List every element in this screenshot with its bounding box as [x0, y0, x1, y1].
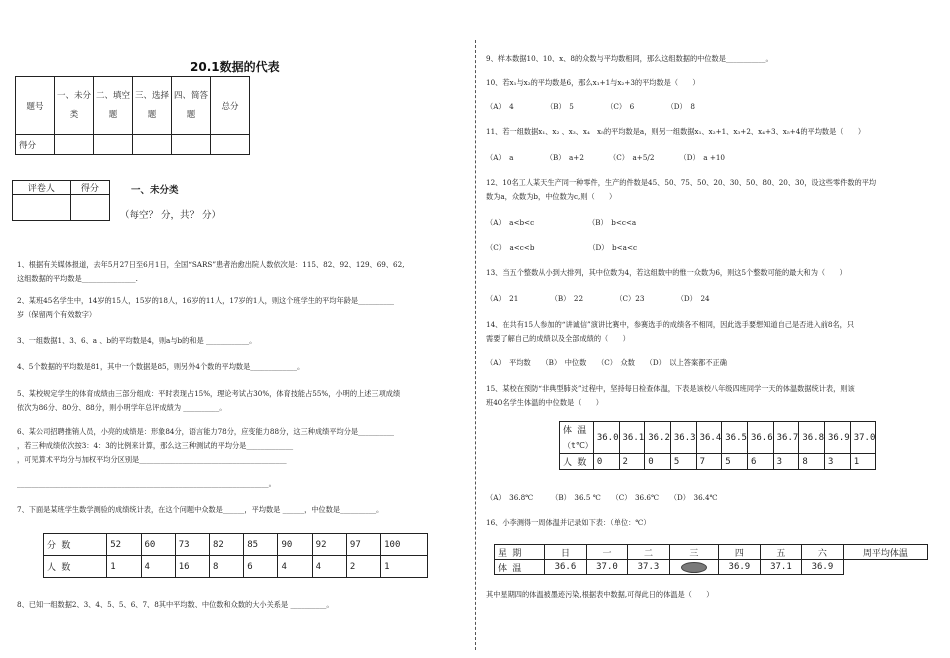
answer-options: （A） 36.8℃ （B） 36.5 ℃ （C） 36.6℃ （D） 36.4℃ — [486, 493, 718, 502]
section-heading: 一、未分类 — [131, 185, 179, 196]
score-cell[interactable] — [172, 135, 211, 155]
section-note: （每空？ 分，共？ 分） — [120, 210, 222, 221]
q16-header: 星 期 — [495, 545, 545, 560]
question-text: 其中星期四的体温被墨迹污染,根据表中数据,可得此日的体温是（ ） — [486, 590, 714, 599]
q7-cell: 92 — [312, 534, 346, 556]
question-text: 4、5个数据的平均数是81，其中一个数据是85，则另外4个数的平均数是_____________。 — [17, 362, 305, 371]
ink-blot-icon — [681, 562, 707, 573]
q16-header: 一 — [586, 545, 628, 560]
question-text: 依次为86分、80分、88分，则小明学年总评成绩为 __________。 — [17, 403, 227, 412]
q15-temp: 36.5 — [722, 422, 748, 454]
q7-cell: 60 — [141, 534, 175, 556]
question-text: ______________________________________________________________________。 — [17, 479, 276, 488]
answer-options: （A） 平均数 （B） 中位数 （C） 众数 （D） 以上答案都不正确 — [486, 358, 727, 367]
q7-cell: 16 — [175, 556, 209, 578]
q16-header: 三 — [669, 545, 718, 560]
score-header: 总分 — [211, 77, 250, 135]
answer-options: （A） 21 （B） 22 （C）23 （D） 24 — [486, 294, 710, 303]
question-text: 数为a，众数为b，中位数为c,则（ ） — [486, 192, 617, 201]
answer-options: （C） a<c<b （D） b<a<c — [486, 243, 638, 252]
q15-count: 3 — [773, 454, 799, 470]
q16-header: 六 — [802, 545, 844, 560]
score-header: 题号 — [16, 77, 55, 135]
question-text: 2、某班45名学生中，14岁的15人，15岁的18人，16岁的11人，17岁的1人，则这个班学生的平均年龄是__________ — [17, 296, 395, 305]
q7-cell: 6 — [244, 556, 278, 578]
score-header: 二、填空题 — [94, 77, 133, 135]
score-cell[interactable] — [94, 135, 133, 155]
q7-cell: 1 — [381, 556, 428, 578]
q15-temp: 36.2 — [645, 422, 671, 454]
q7-cell: 8 — [209, 556, 243, 578]
q16-header: 日 — [545, 545, 587, 560]
q16-weekly-temperature-table — [494, 544, 928, 575]
q7-cell: 4 — [141, 556, 175, 578]
q15-temp: 36.9 — [825, 422, 851, 454]
question-text: 10、若x₁与x₂的平均数是6，那么x₁+1与x₂+3的平均数是（ ） — [486, 78, 700, 87]
q7-cell: 52 — [107, 534, 141, 556]
q7-cell: 90 — [278, 534, 312, 556]
question-text: ，若三种成绩依次按3：4：3的比例来计算，那么这三种测试的平均分是_____________ — [17, 441, 294, 450]
q7-cell: 73 — [175, 534, 209, 556]
question-text: 这组数据的平均数是_______________. — [17, 274, 138, 283]
question-text: 15、某校在预防“非典型肺炎”过程中，坚持每日检查体温，下表是该校八年级四班同学一天的体温数据统计表，则该 — [486, 384, 855, 393]
q7-cell: 2 — [346, 556, 380, 578]
grader-cell[interactable] — [70, 195, 109, 221]
question-text: 需要了解自己的成绩以及全部成绩的（ ） — [486, 334, 630, 343]
q7-cell: 人 数 — [44, 556, 107, 578]
q15-temp: 37.0 — [850, 422, 876, 454]
q15-header: 体 温 — [560, 422, 594, 438]
question-text: 9、样本数据10、10、x、8的众数与平均数相同，那么这组数据的中位数是___________。 — [486, 54, 773, 63]
q15-temp: 36.7 — [773, 422, 799, 454]
question-text: 13、当五个整数从小到大排列，其中位数为4，若这组数中的惟一众数为6，则这5个整数可能的最大和为（ ） — [486, 268, 847, 277]
q7-cell: 1 — [107, 556, 141, 578]
question-text: 1、根据有关媒体报道，去年5月27日至6月1日，全国“SARS”患者治愈出院人数依次是：115、82、92、129、69、62, — [17, 260, 405, 269]
column-divider — [475, 40, 476, 650]
q16-cell: 36.6 — [545, 560, 587, 575]
q15-count: 5 — [722, 454, 748, 470]
q7-cell: 82 — [209, 534, 243, 556]
grader-header: 得分 — [70, 181, 109, 195]
q16-cell: 36.9 — [719, 560, 761, 575]
score-row-label: 得分 — [16, 135, 55, 155]
q16-cell: 37.3 — [628, 560, 670, 575]
score-cell[interactable] — [211, 135, 250, 155]
q15-count: 7 — [696, 454, 722, 470]
q15-temp: 36.8 — [799, 422, 825, 454]
question-text: 7、下面是某班学生数学测验的成绩统计表，在这个问题中众数是______，平均数是 ______，中位数是__________。 — [17, 505, 384, 514]
q15-count: 6 — [747, 454, 773, 470]
q16-cell: 37.0 — [586, 560, 628, 575]
q7-cell: 85 — [244, 534, 278, 556]
q15-count: 5 — [670, 454, 696, 470]
q15-count: 1 — [850, 454, 876, 470]
q15-temp: 36.1 — [619, 422, 645, 454]
grader-cell[interactable] — [13, 195, 71, 221]
question-text: 5、某校规定学生的体育成绩由三部分组成：平时表现占15%，理论考试占30%，体育技能占55%，小明的上述三项成绩 — [17, 389, 401, 398]
question-text: 班40名学生体温的中位数是（ ） — [486, 398, 603, 407]
q15-temp: 36.3 — [670, 422, 696, 454]
question-text: 16、小李测得一周体温并记录如下表：（单位：℃） — [486, 518, 651, 527]
score-table — [15, 76, 250, 155]
score-cell[interactable] — [133, 135, 172, 155]
q15-count: 2 — [619, 454, 645, 470]
q16-header: 五 — [760, 545, 802, 560]
grader-header: 评卷人 — [13, 181, 71, 195]
q15-temperature-table — [559, 421, 876, 470]
q16-cell: 36.9 — [802, 560, 844, 575]
q7-cell: 100 — [381, 534, 428, 556]
question-text: 14、在共有15人参加的“讲诚信”演讲比赛中，参赛选手的成绩各不相同，因此选手要想知道自己是否进入前8名，只 — [486, 320, 855, 329]
score-cell[interactable] — [55, 135, 94, 155]
q7-score-table — [43, 533, 428, 578]
question-text: 6、某公司招聘推销人员，小亮的成绩是：形象84分，语言能力78分，应变能力88分，这三种成绩平均分是__________ — [17, 427, 395, 436]
q16-row-label: 体 温 — [495, 560, 545, 575]
question-text: 12、10名工人某天生产同一种零件，生产的件数是45、50、75、50、20、30、50、80、20、30，设这些零件数的平均 — [486, 178, 877, 187]
answer-options: （A） a （B） a+2 （C） a+5/2 （D） a +10 — [486, 153, 726, 162]
q7-cell: 4 — [278, 556, 312, 578]
question-text: 11、若一组数据x₁、x₂ 、x₃、x₄ x₅的平均数是a，则另一组数据x₁、x₂+1、x₃+2、x₄+3、x₅+4的平均数是（ ） — [486, 127, 866, 136]
q15-temp: 36.6 — [747, 422, 773, 454]
q15-count: 0 — [593, 454, 619, 470]
question-text: 岁（保留两个有效数字） — [17, 310, 97, 319]
question-text: 3、一组数据1、3、6、a 、b的平均数是4，则a与b的和是 ____________。 — [17, 336, 257, 345]
q16-header: 四 — [719, 545, 761, 560]
grader-table — [12, 180, 110, 221]
q15-count: 8 — [799, 454, 825, 470]
score-header: 四、简答题 — [172, 77, 211, 135]
question-text: 8、已知一组数据2、3、4、5、5、6、7、8其中平均数、中位数和众数的大小关系是 __________。 — [17, 600, 334, 609]
q15-temp: 36.4 — [696, 422, 722, 454]
page-title: 20.1数据的代表 — [190, 60, 280, 74]
q15-count: 0 — [645, 454, 671, 470]
q15-header-unit: （t℃） — [560, 438, 594, 454]
q16-header: 周平均体温 — [843, 545, 927, 560]
q15-count-label: 人 数 — [560, 454, 594, 470]
q7-cell: 分 数 — [44, 534, 107, 556]
q15-count: 3 — [825, 454, 851, 470]
q15-temp: 36.0 — [593, 422, 619, 454]
q16-ink-blot-cell — [669, 560, 718, 575]
question-text: ，可见算术平均分与加权平均分区别是_________________________________________ — [17, 455, 287, 464]
score-header: 三、选择题 — [133, 77, 172, 135]
q16-header: 二 — [628, 545, 670, 560]
q7-cell: 4 — [312, 556, 346, 578]
q7-cell: 97 — [346, 534, 380, 556]
score-header: 一、未分类 — [55, 77, 94, 135]
answer-options: （A） a<b<c （B） b<c<a — [486, 218, 637, 227]
answer-options: （A） 4 （B） 5 （C） 6 （D） 8 — [486, 102, 695, 111]
q16-cell: 37.1 — [760, 560, 802, 575]
